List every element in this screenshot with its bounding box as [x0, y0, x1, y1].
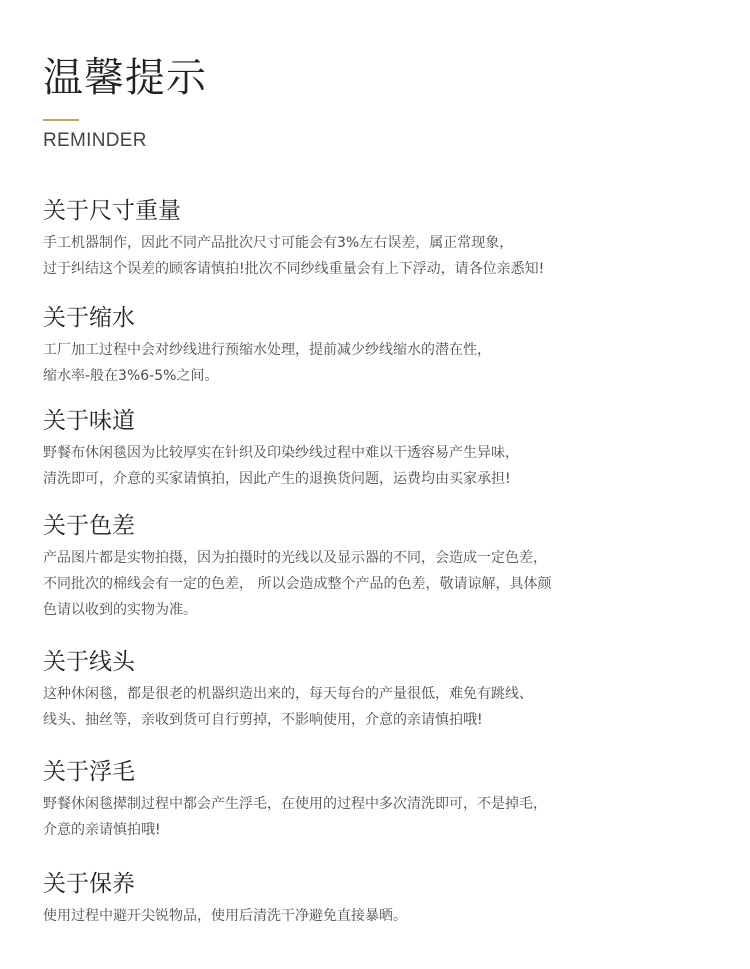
section-loose-threads	[43, 646, 703, 733]
section-odor	[43, 405, 703, 492]
section-shrinkage	[43, 302, 703, 389]
accent-divider	[43, 119, 79, 121]
body-line: 野餐休闲毯撵制过程中都会产生浮毛，在使用的过程中多次清洗即可，不是掉毛，	[43, 796, 547, 812]
body-line: 使用过程中避开尖锐物品，使用后清洗干净避免直接暴晒。	[43, 908, 407, 924]
section-title: 关于味道	[43, 408, 135, 434]
body-line: 介意的亲请慎拍哦!	[43, 822, 161, 838]
body-line: 不同批次的棉线会有一定的色差， 所以会造成整个产品的色差，敬请谅解，具体颜	[43, 576, 552, 592]
body-line: 清洗即可，介意的买家请慎拍，因此产生的退换货问题，运费均由买家承担!	[43, 471, 511, 487]
section-body	[43, 230, 703, 282]
section-color-difference	[43, 510, 703, 623]
body-line: 缩水率-般在3%6-5%之间。	[43, 368, 219, 384]
section-body	[43, 337, 703, 389]
page-title: 温馨提示	[43, 55, 207, 101]
section-body	[43, 545, 703, 623]
body-line: 色请以收到的实物为准。	[43, 602, 197, 618]
section-lint	[43, 756, 703, 843]
section-title: 关于浮毛	[43, 759, 135, 785]
page-subtitle: REMINDER	[43, 130, 147, 151]
section-title: 关于尺寸重量	[43, 198, 181, 224]
section-title: 关于缩水	[43, 305, 135, 331]
body-line: 工厂加工过程中会对纱线进行预缩水处理，提前减少纱线缩水的潜在性，	[43, 342, 491, 358]
section-size-weight	[43, 195, 703, 282]
section-body	[43, 903, 703, 929]
body-line: 手工机器制作，因此不同产品批次尺寸可能会有3%左右误差，属正常现象，	[43, 235, 514, 251]
section-title: 关于保养	[43, 871, 135, 897]
body-line: 线头、抽丝等，亲收到货可自行剪掉，不影响使用，介意的亲请慎拍哦!	[43, 712, 483, 728]
section-body	[43, 681, 703, 733]
section-title: 关于色差	[43, 513, 135, 539]
section-care	[43, 868, 703, 929]
section-title: 关于线头	[43, 649, 135, 675]
section-body	[43, 440, 703, 492]
body-line: 这种休闲毯，都是很老的机器织造出来的，每天每台的产量很低，难免有跳线、	[43, 686, 533, 702]
body-line: 过于纠结这个误差的顾客请慎拍!批次不同纱线重量会有上下浮动，请各位亲悉知!	[43, 261, 545, 277]
section-body	[43, 791, 703, 843]
body-line: 野餐布休闲毯因为比较厚实在针织及印染纱线过程中难以干透容易产生异味，	[43, 445, 519, 461]
body-line: 产品图片都是实物拍摄，因为拍摄时的光线以及显示器的不同，会造成一定色差，	[43, 550, 547, 566]
